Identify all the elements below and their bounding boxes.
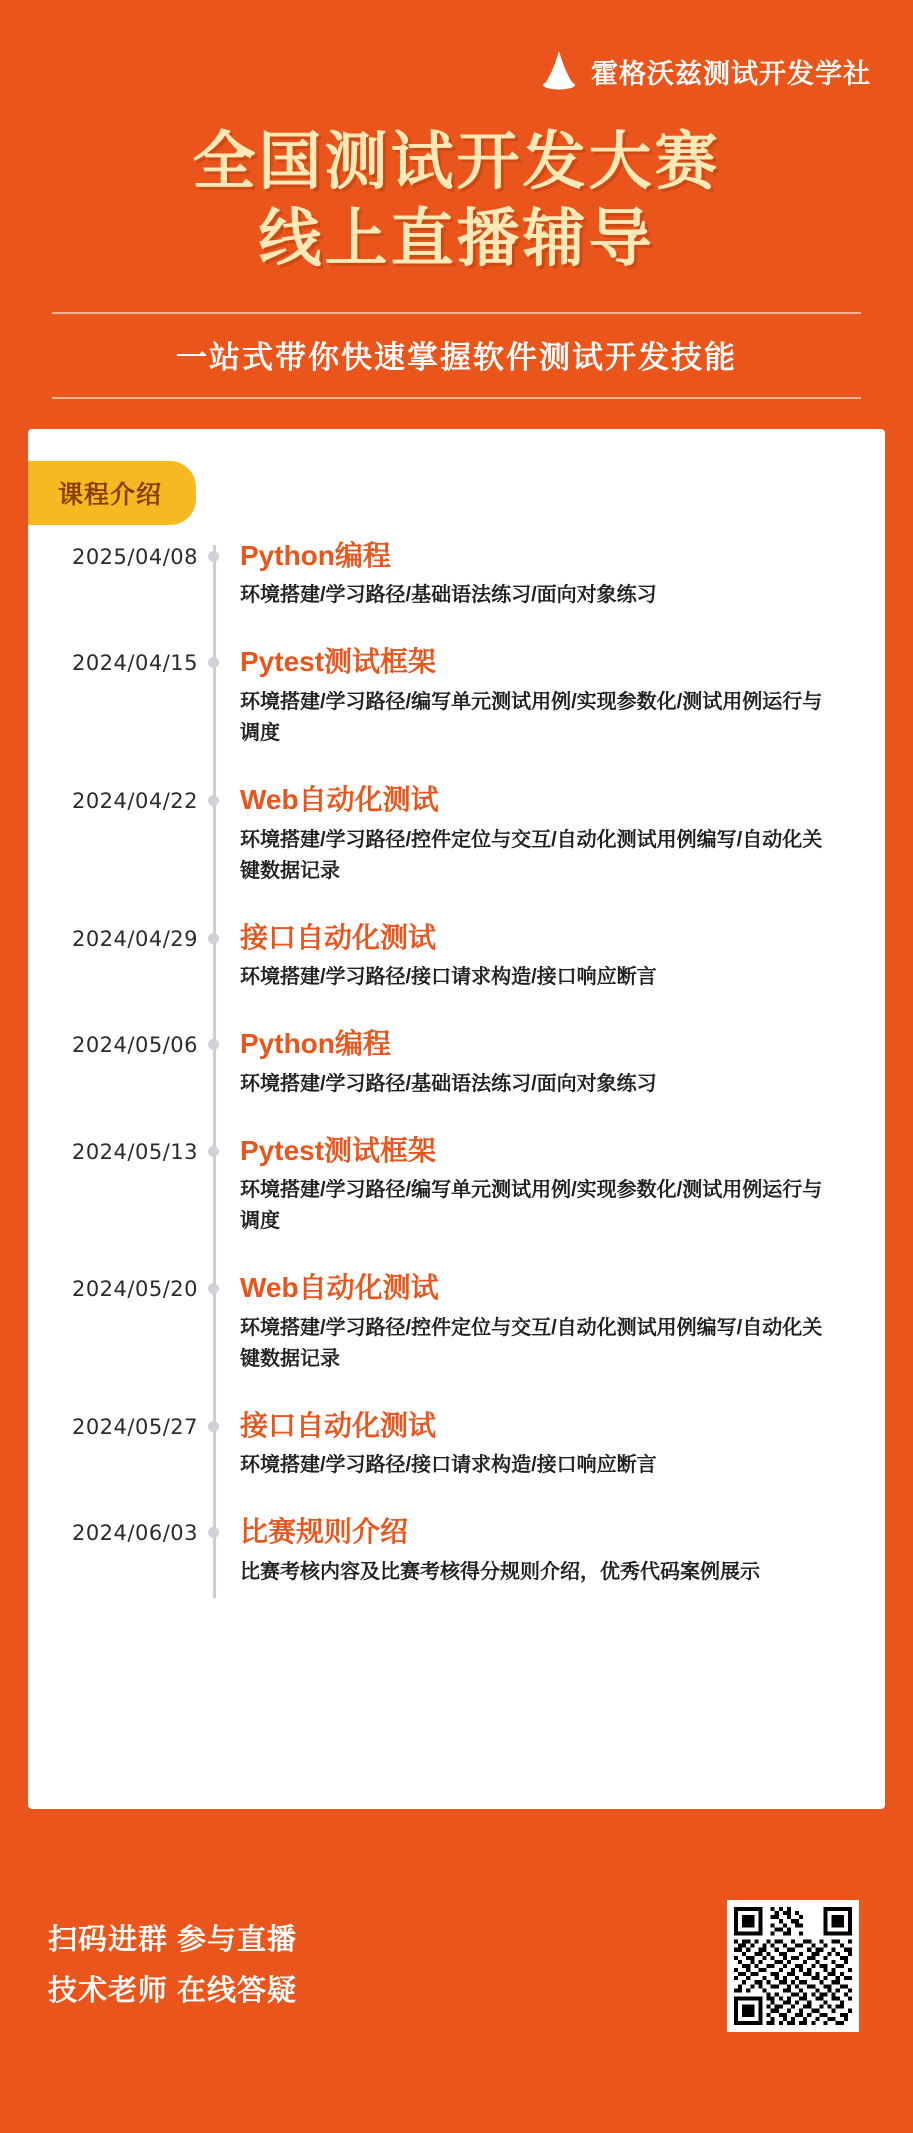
wizard-hat-icon <box>539 49 579 93</box>
footer-line-1: 扫码进群 参与直播 <box>48 1924 298 1957</box>
item-description: 环境搭建/学习路径/接口请求构造/接口响应断言 <box>240 1454 657 1477</box>
list-item <box>28 1515 851 1622</box>
list-item <box>28 783 851 921</box>
item-description: 环境搭建/学习路径/基础语法练习/面向对象练习 <box>240 584 657 607</box>
item-body <box>228 1409 851 1482</box>
item-date: 2024/04/29 <box>71 926 198 951</box>
item-title: Pytest测试框架 <box>240 1134 437 1166</box>
item-description: 比赛考核内容及比赛考核得分规则介绍，优秀代码案例展示 <box>240 1561 760 1584</box>
qr-code-icon[interactable] <box>727 1900 859 2032</box>
item-title: 比赛规则介绍 <box>240 1516 409 1548</box>
page-title <box>0 124 913 278</box>
list-item <box>28 1271 851 1409</box>
brand-name: 霍格沃兹测试开发学社 <box>591 58 871 89</box>
page-subtitle: 一站式带你快速掌握软件测试开发技能 <box>176 339 737 375</box>
item-body <box>228 1027 851 1100</box>
item-date: 2024/05/20 <box>71 1277 198 1302</box>
item-title: Pytest测试框架 <box>240 646 437 678</box>
timeline-dot-icon <box>198 783 228 806</box>
timeline-dot-icon <box>198 1027 228 1050</box>
list-item <box>28 1134 851 1272</box>
timeline-dot-icon <box>198 921 228 944</box>
item-body <box>228 539 851 612</box>
item-description: 环境搭建/学习路径/控件定位与交互/自动化测试用例编写/自动化关键数据记录 <box>240 1316 823 1370</box>
list-item <box>28 921 851 1028</box>
timeline-dot-icon <box>198 539 228 562</box>
item-title: 接口自动化测试 <box>240 1409 437 1441</box>
footer-text <box>48 1915 297 2017</box>
timeline-dot-icon <box>198 1271 228 1294</box>
list-item <box>28 1027 851 1134</box>
subtitle-band <box>52 312 861 399</box>
timeline-dot-icon <box>198 1515 228 1538</box>
brand-header <box>0 0 913 96</box>
item-date: 2024/05/06 <box>71 1033 198 1058</box>
item-title: Web自动化测试 <box>240 1272 439 1304</box>
course-timeline <box>28 539 885 1622</box>
item-date: 2024/05/27 <box>71 1414 198 1439</box>
item-body <box>228 921 851 994</box>
item-body <box>228 1271 851 1375</box>
item-description: 环境搭建/学习路径/控件定位与交互/自动化测试用例编写/自动化关键数据记录 <box>240 828 823 882</box>
list-item <box>28 645 851 783</box>
list-item <box>28 539 851 646</box>
item-body <box>228 783 851 887</box>
timeline-dot-icon <box>198 1134 228 1157</box>
item-date: 2024/04/15 <box>71 651 198 676</box>
item-date: 2025/04/08 <box>71 544 198 569</box>
item-description: 环境搭建/学习路径/编写单元测试用例/实现参数化/测试用例运行与调度 <box>240 1179 823 1233</box>
item-date: 2024/06/03 <box>71 1521 198 1546</box>
item-title: Python编程 <box>240 539 391 571</box>
item-body <box>228 1134 851 1238</box>
course-card <box>28 429 885 1809</box>
item-body <box>228 645 851 749</box>
item-description: 环境搭建/学习路径/基础语法练习/面向对象练习 <box>240 1072 657 1095</box>
hero-titles <box>0 124 913 278</box>
item-title: Python编程 <box>240 1028 391 1060</box>
item-description: 环境搭建/学习路径/编写单元测试用例/实现参数化/测试用例运行与调度 <box>240 690 823 744</box>
title-line-2: 线上直播辅导 <box>258 203 655 274</box>
item-date: 2024/05/13 <box>71 1139 198 1164</box>
item-body <box>228 1515 851 1588</box>
footer <box>0 1809 913 2133</box>
timeline-dot-icon <box>198 1409 228 1432</box>
item-title: 接口自动化测试 <box>240 921 437 953</box>
footer-line-2: 技术老师 在线答疑 <box>48 1974 298 2007</box>
item-title: Web自动化测试 <box>240 783 439 815</box>
list-item <box>28 1409 851 1516</box>
timeline-dot-icon <box>198 645 228 668</box>
title-line-1: 全国测试开发大赛 <box>192 127 721 197</box>
item-description: 环境搭建/学习路径/接口请求构造/接口响应断言 <box>240 966 657 989</box>
item-date: 2024/04/22 <box>71 788 198 813</box>
section-badge: 课程介绍 <box>28 461 196 525</box>
